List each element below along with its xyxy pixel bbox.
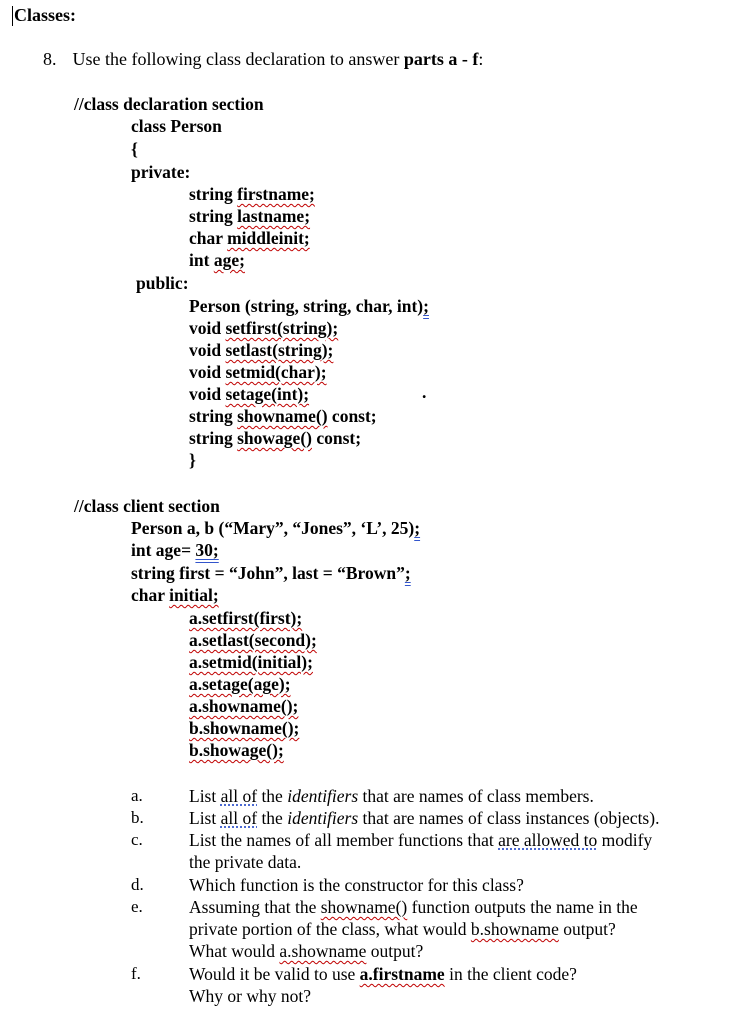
part-letter: b. (131, 808, 144, 827)
part-a: List all of the identifiers that are names of class members. (189, 786, 594, 806)
part-e: Assuming that the showname() function outputs the name in the (189, 897, 638, 917)
public-member: Person (string, string, char, int); (189, 296, 429, 316)
part-letter: f. (131, 964, 141, 983)
private-member: string lastname; (189, 206, 311, 226)
part-letter: c. (131, 830, 143, 849)
part-c: List the names of all member functions that are allowed to modify (189, 830, 653, 850)
part-f-line2: Why or why not? (189, 986, 311, 1006)
part-letter: e. (131, 897, 143, 916)
private-member: string firstname; (189, 184, 315, 204)
open-brace: { (131, 139, 138, 159)
class-line: class Person (131, 116, 222, 136)
part-e-line2: private portion of the class, what would b.showname output? (189, 919, 616, 939)
client-call: b.showage(); (189, 740, 284, 760)
private-member: char middleinit; (189, 228, 310, 248)
private-label: private: (131, 162, 191, 182)
public-member: void setlast(string); (189, 340, 334, 360)
question-suffix: : (478, 49, 484, 69)
text-cursor (12, 6, 13, 26)
stray-dot: . (422, 382, 427, 402)
client-call: a.showname(); (189, 696, 299, 716)
declaration-comment: //class declaration section (74, 94, 264, 114)
question-parts: parts a - f (403, 49, 479, 69)
public-member: string showname() const; (189, 406, 377, 426)
public-member: void setage(int); (189, 384, 310, 404)
close-brace: } (189, 450, 196, 470)
section-heading: Classes: (14, 5, 76, 25)
part-b: List all of the identifiers that are names of class instances (objects). (189, 808, 660, 828)
client-line: string first = “John”, last = “Brown”; (131, 563, 411, 583)
client-line: Person a, b (“Mary”, “Jones”, ‘L’, 25); (131, 518, 421, 538)
part-letter: a. (131, 786, 143, 805)
part-c-line2: the private data. (189, 852, 302, 872)
public-member: void setfirst(string); (189, 318, 339, 338)
client-call: a.setfirst(first); (189, 608, 303, 628)
part-letter: d. (131, 875, 144, 894)
private-member: int age; (189, 250, 245, 270)
question-prefix: Use the following class declaration to answer (72, 49, 404, 69)
question-number: 8. (43, 49, 57, 69)
part-f: Would it be valid to use a.firstname in the client code? (189, 964, 577, 984)
client-call: b.showname(); (189, 718, 300, 738)
client-line: char initial; (131, 585, 219, 605)
public-member: void setmid(char); (189, 362, 327, 382)
client-call: a.setmid(initial); (189, 652, 313, 672)
client-comment: //class client section (74, 496, 220, 516)
question-8 (43, 49, 483, 70)
public-member: string showage() const; (189, 428, 362, 448)
public-label: public: (136, 273, 189, 293)
client-call: a.setage(age); (189, 674, 291, 694)
client-call: a.setlast(second); (189, 630, 317, 650)
client-line: int age= 30; (131, 540, 219, 560)
part-e-line3: What would a.showname output? (189, 941, 424, 961)
part-d: Which function is the constructor for this class? (189, 875, 524, 895)
